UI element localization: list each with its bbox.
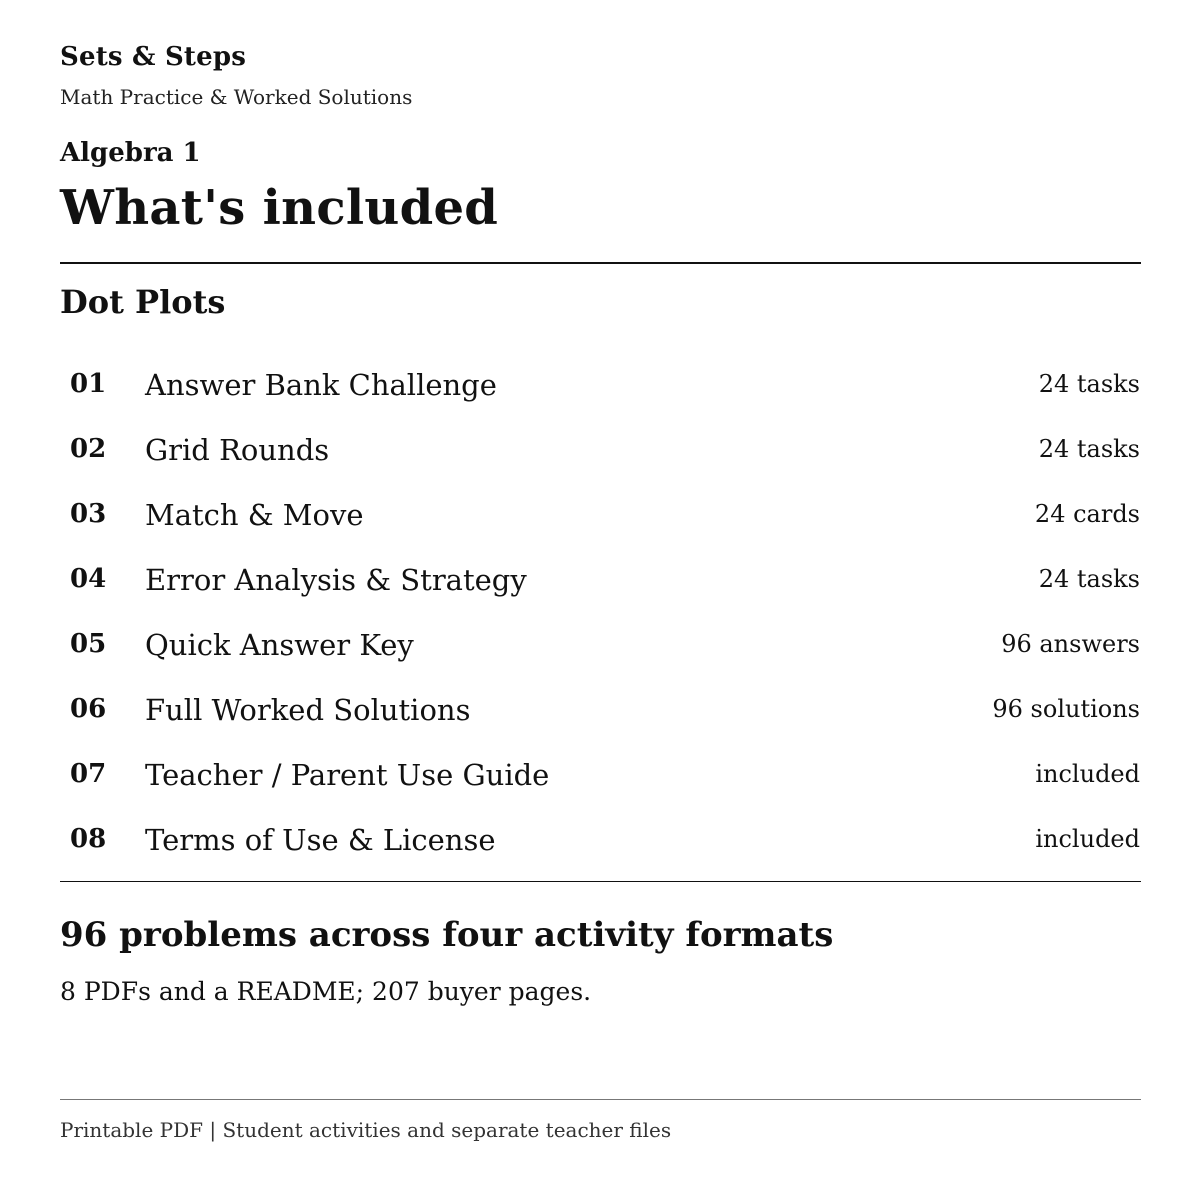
contents-row xyxy=(60,742,1141,807)
course-name: Algebra 1 xyxy=(60,138,201,168)
contents-row xyxy=(60,612,1141,677)
item-count: 24 tasks xyxy=(1038,435,1140,463)
item-count: 96 answers xyxy=(1001,630,1140,658)
contents-list xyxy=(60,352,1141,872)
document-page xyxy=(60,0,1141,1200)
item-title: Full Worked Solutions xyxy=(145,693,471,727)
item-title: Match & Move xyxy=(145,498,364,532)
item-count: 24 cards xyxy=(1034,500,1140,528)
item-title: Quick Answer Key xyxy=(145,628,414,662)
item-number: 06 xyxy=(70,694,107,724)
item-number: 01 xyxy=(70,369,107,399)
contents-row xyxy=(60,482,1141,547)
item-count: 24 tasks xyxy=(1038,370,1140,398)
item-number: 03 xyxy=(70,499,107,529)
header-divider xyxy=(60,262,1141,264)
summary-headline: 96 problems across four activity formats xyxy=(60,915,834,955)
item-title: Answer Bank Challenge xyxy=(145,368,497,402)
item-number: 02 xyxy=(70,434,107,464)
contents-row xyxy=(60,677,1141,742)
item-count: included xyxy=(1035,760,1140,788)
contents-row xyxy=(60,807,1141,872)
page-title: What's included xyxy=(60,180,499,236)
footer-divider xyxy=(60,1099,1141,1100)
contents-row xyxy=(60,417,1141,482)
summary-detail: 8 PDFs and a README; 207 buyer pages. xyxy=(60,977,592,1006)
contents-divider xyxy=(60,881,1141,882)
item-title: Error Analysis & Strategy xyxy=(145,563,527,597)
item-title: Terms of Use & License xyxy=(145,823,496,857)
item-number: 08 xyxy=(70,824,107,854)
item-count: 24 tasks xyxy=(1038,565,1140,593)
contents-row xyxy=(60,352,1141,417)
item-number: 04 xyxy=(70,564,107,594)
brand-subtitle: Math Practice & Worked Solutions xyxy=(60,85,413,109)
item-title: Grid Rounds xyxy=(145,433,330,467)
brand-name: Sets & Steps xyxy=(60,42,247,72)
footer-note: Printable PDF | Student activities and separate teacher files xyxy=(60,1118,672,1142)
contents-row xyxy=(60,547,1141,612)
item-count: included xyxy=(1035,825,1140,853)
item-title: Teacher / Parent Use Guide xyxy=(145,758,550,792)
item-number: 07 xyxy=(70,759,107,789)
section-title: Dot Plots xyxy=(60,283,226,321)
item-count: 96 solutions xyxy=(992,695,1140,723)
item-number: 05 xyxy=(70,629,107,659)
